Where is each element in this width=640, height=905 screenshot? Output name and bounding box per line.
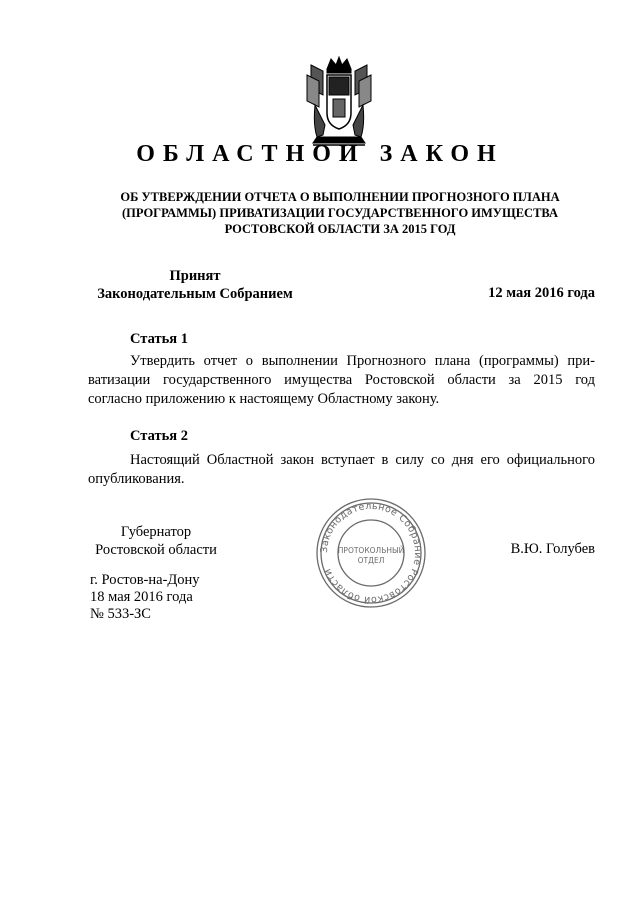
place-date-block xyxy=(90,572,200,623)
article-1-text xyxy=(88,352,595,409)
article-line: ватизации государственного имущества Ростовской области за 2015 год xyxy=(88,372,595,388)
adopted-label: Принят xyxy=(169,268,221,284)
signing-date: 18 мая 2016 года xyxy=(90,589,193,605)
adoption-date: 12 мая 2016 года xyxy=(488,285,595,301)
coat-of-arms-icon xyxy=(303,55,375,147)
subtitle-line: РОСТОВСКОЙ ОБЛАСТИ ЗА 2015 ГОД xyxy=(224,222,456,236)
position-region: Ростовской области xyxy=(95,542,217,558)
article-line: опубликования. xyxy=(88,471,185,487)
law-number: № 533-ЗС xyxy=(90,606,151,622)
position-title: Губернатор xyxy=(120,524,192,540)
signatory-position xyxy=(90,523,222,559)
article-1-heading: Статья 1 xyxy=(130,331,188,347)
article-2-heading: Статья 2 xyxy=(130,428,188,444)
subtitle-line: (ПРОГРАММЫ) ПРИВАТИЗАЦИИ ГОСУДАРСТВЕННОГО ИМУЩЕСТВА xyxy=(122,206,558,220)
article-line: согласно приложению к настоящему Областному закону. xyxy=(88,391,440,407)
adopted-block xyxy=(80,267,310,303)
law-subtitle xyxy=(60,189,620,237)
svg-text:ПРОТОКОЛЬНЫЙ: ПРОТОКОЛЬНЫЙ xyxy=(337,546,405,555)
article-line: Настоящий Областной закон вступает в силу со дня его официального xyxy=(130,452,595,468)
law-title: ОБЛАСТНОЙ ЗАКОН xyxy=(136,141,504,167)
adopted-by: Законодательным Собранием xyxy=(97,286,293,302)
subtitle-line: ОБ УТВЕРЖДЕНИИ ОТЧЕТА О ВЫПОЛНЕНИИ ПРОГНОЗНОГО ПЛАНА xyxy=(120,190,560,204)
article-line: Утвердить отчет о выполнении Прогнозного плана (программы) при- xyxy=(130,353,595,369)
official-stamp-icon xyxy=(314,496,428,610)
city: г. Ростов-на-Дону xyxy=(90,572,200,588)
svg-text:ОТДЕЛ: ОТДЕЛ xyxy=(357,556,385,565)
article-2-text xyxy=(88,451,595,489)
signatory-name: В.Ю. Голубев xyxy=(510,541,595,557)
svg-text:Законодательное Собрание Росто: Законодательное Собрание Ростовской области xyxy=(318,500,424,606)
